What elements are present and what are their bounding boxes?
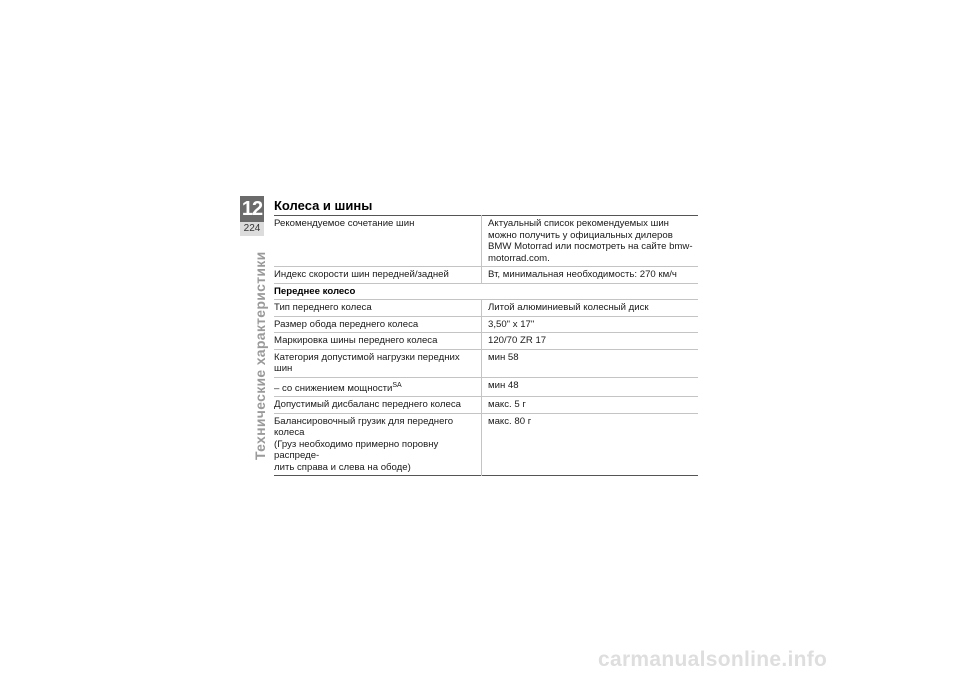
table-row bbox=[274, 316, 698, 333]
spec-value: макс. 5 г bbox=[482, 397, 699, 414]
table-row bbox=[274, 216, 698, 267]
chapter-tab bbox=[240, 196, 264, 236]
chapter-side-title: Технические характеристики bbox=[252, 251, 268, 460]
table-row bbox=[274, 413, 698, 476]
option-superscript: SA bbox=[392, 381, 402, 389]
spec-label-cell bbox=[274, 377, 482, 397]
spec-table bbox=[274, 215, 698, 476]
spec-value: Литой алюминиевый колесный диск bbox=[482, 300, 699, 317]
spec-value: 3,50" x 17" bbox=[482, 316, 699, 333]
table-row bbox=[274, 377, 698, 397]
table-row bbox=[274, 300, 698, 317]
table-row bbox=[274, 267, 698, 284]
spec-label: Индекс скорости шин передней/задней bbox=[274, 267, 482, 284]
table-row bbox=[274, 397, 698, 414]
spec-value: макс. 80 г bbox=[482, 413, 699, 476]
spec-label: Маркировка шины переднего колеса bbox=[274, 333, 482, 350]
spec-value: мин 58 bbox=[482, 349, 699, 377]
spec-label: Размер обода переднего колеса bbox=[274, 316, 482, 333]
table-row bbox=[274, 333, 698, 350]
spec-label: Тип переднего колеса bbox=[274, 300, 482, 317]
spec-label: Балансировочный грузик для переднего колеса (Груз необходимо примерно поровну распреде- лить справа и слева на ободе) bbox=[274, 415, 454, 473]
page-number: 224 bbox=[240, 222, 264, 236]
spec-label: Рекомендуемое сочетание шин bbox=[274, 216, 482, 267]
spec-label: Категория допустимой нагрузки передних шин bbox=[274, 349, 482, 377]
spec-value: Актуальный список рекомендуемых шин можно получить у официальных дилеров BMW Motorrad или посмотреть на сайте bmw- motorrad.com. bbox=[482, 216, 699, 267]
group-heading: Переднее колесо bbox=[274, 283, 698, 300]
spec-value: 120/70 ZR 17 bbox=[482, 333, 699, 350]
spec-value: мин 48 bbox=[482, 377, 699, 397]
watermark: carmanualsonline.info bbox=[598, 648, 828, 671]
table-group-row bbox=[274, 283, 698, 300]
chapter-number: 12 bbox=[241, 198, 263, 220]
table-row bbox=[274, 349, 698, 377]
spec-label: Допустимый дисбаланс переднего колеса bbox=[274, 397, 482, 414]
section-title: Колеса и шины bbox=[274, 198, 373, 213]
spec-label: – со снижением мощности bbox=[274, 382, 393, 394]
spec-value: Вт, минимальная необходимость: 270 км/ч bbox=[482, 267, 699, 284]
